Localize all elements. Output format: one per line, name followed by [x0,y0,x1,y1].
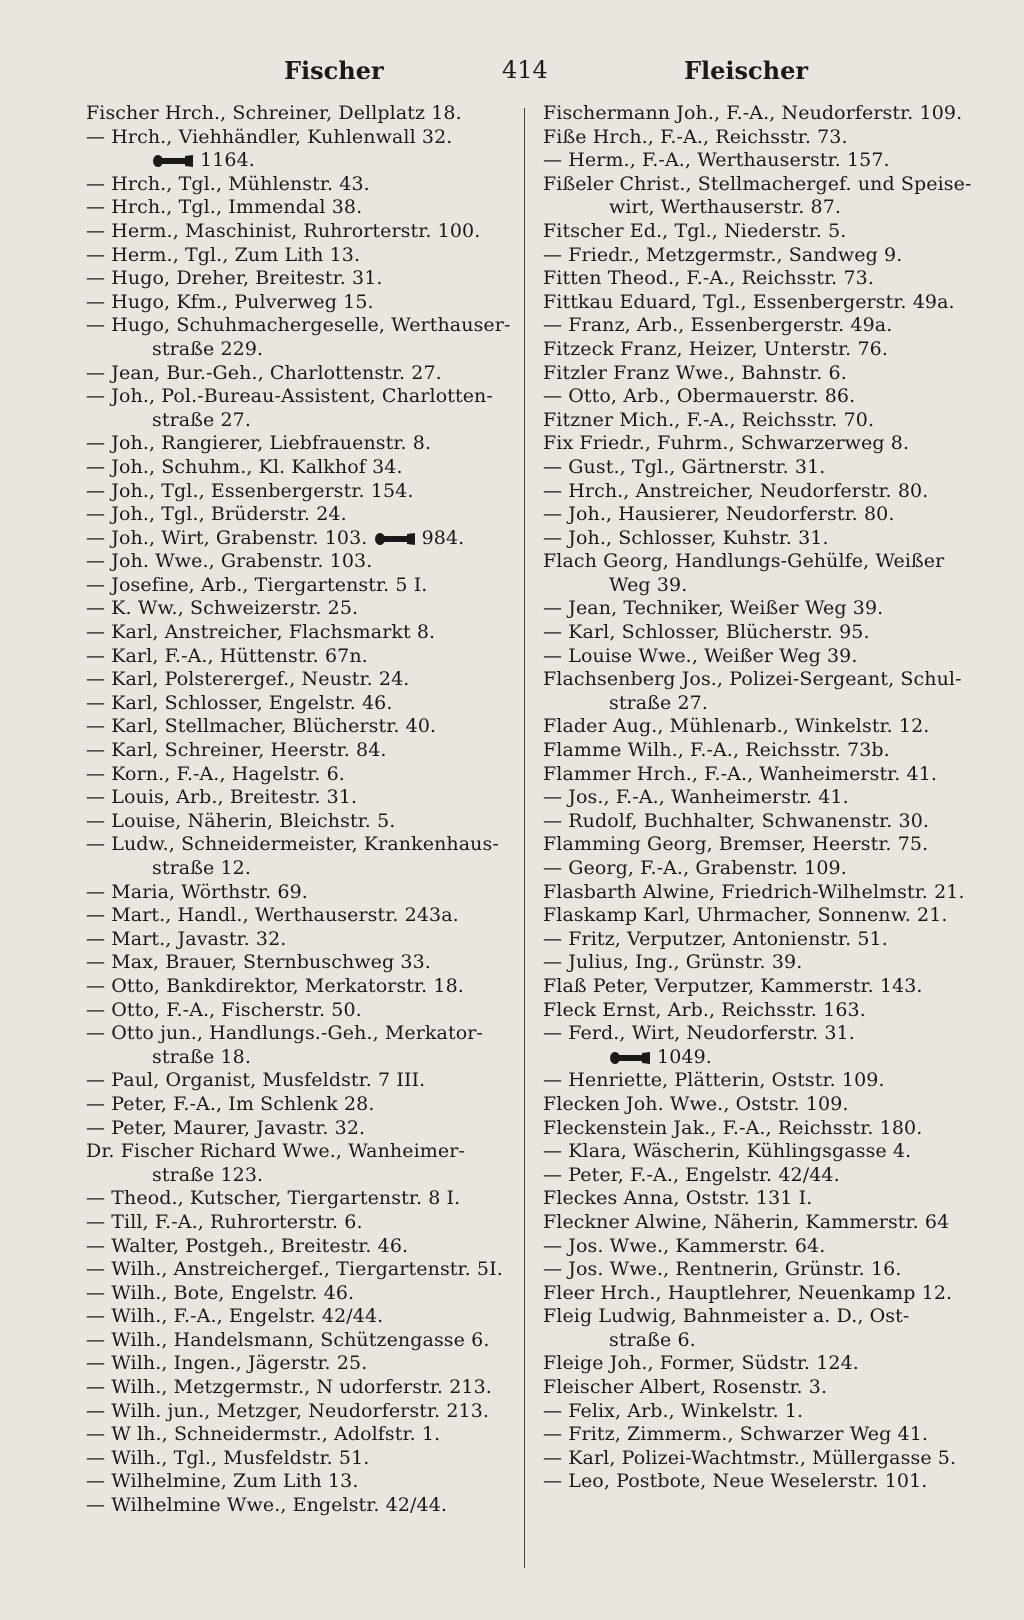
entry-text: — Karl, F.-A., Hüttenstr. 67n. [86,644,368,667]
header-left-name: Fischer [284,56,384,85]
directory-entry [543,786,983,810]
directory-entry [543,1282,983,1306]
entry-text: — Franz, Arb., Essenbergerstr. 49a. [543,314,893,337]
entry-text: — Wilh., Handelsmann, Schützengasse 6. [86,1328,490,1351]
entry-text: — Joh., Pol.-Bureau-Assistent, Charlotten- [86,385,493,408]
directory-entry [543,715,983,739]
entry-text: Fleischer Albert, Rosenstr. 3. [543,1376,828,1399]
directory-entry [86,574,526,598]
page-header [0,56,1024,92]
entry-text: — Wilh., F.-A., Engelstr. 42/44. [86,1305,384,1328]
entry-text: Flasbarth Alwine, Friedrich-Wilhelmstr. 21. [543,880,965,903]
directory-entry [543,1352,983,1376]
directory-entry [86,385,526,432]
entry-text: — Hrch., Tgl., Mühlenstr. 43. [86,172,370,195]
directory-entry [86,1494,526,1518]
directory-entry [86,597,526,621]
entry-text: Fitzler Franz Wwe., Bahnstr. 6. [543,361,847,384]
directory-entry [543,881,983,905]
directory-entry [543,267,983,291]
entry-text: Fißeler Christ., Stellmachergef. und Speise- [543,172,972,195]
entry-continuation: Weg 39. [609,573,688,596]
directory-entry [543,904,983,928]
directory-entry [543,1400,983,1424]
entry-text: — Ferd., Wirt, Neudorferstr. 31. [543,1022,855,1045]
directory-entry [86,1187,526,1211]
entry-continuation: straße 27. [152,408,251,431]
entry-text: Fleig Ludwig, Bahnmeister a. D., Ost- [543,1305,910,1328]
directory-entry [543,1470,983,1494]
entry-text: — Friedr., Metzgermstr., Sandweg 9. [543,243,903,266]
telephone-number-text: 1049. [657,1045,712,1068]
entry-text: — Mart., Javastr. 32. [86,927,287,950]
directory-entry [543,1305,983,1352]
entry-text: Dr. Fischer Richard Wwe., Wanheimer- [86,1140,465,1163]
entry-text: Flaß Peter, Verputzer, Kammerstr. 143. [543,974,923,997]
directory-entry [86,480,526,504]
directory-entry [543,314,983,338]
directory-entry [86,1282,526,1306]
directory-entry [543,220,983,244]
entry-text: Flamme Wilh., F.-A., Reichsstr. 73b. [543,739,890,762]
directory-entry [543,1447,983,1471]
entry-text: — Hugo, Dreher, Breitestr. 31. [86,267,383,290]
entry-text: — Wilh. jun., Metzger, Neudorferstr. 213. [86,1399,490,1422]
entry-text: Flader Aug., Mühlenarb., Winkelstr. 12. [543,715,930,738]
entry-text: Fleckes Anna, Oststr. 131 I. [543,1187,813,1210]
entry-text: — Peter, Maurer, Javastr. 32. [86,1116,366,1139]
entry-text: — Felix, Arb., Winkelstr. 1. [543,1399,804,1422]
directory-entry [543,928,983,952]
directory-entry [86,1305,526,1329]
entry-text: — Wilh., Ingen., Jägerstr. 25. [86,1352,368,1375]
entry-text: — Louis, Arb., Breitestr. 31. [86,786,358,809]
directory-entry [86,102,526,126]
entry-text: Fittkau Eduard, Tgl., Essenbergerstr. 49a. [543,290,955,313]
entry-text: Flammer Hrch., F.-A., Wanheimerstr. 41. [543,762,938,785]
entry-text: — Wilh., Anstreichergef., Tiergartenstr. 5I. [86,1258,503,1281]
entry-text: — Herm., Maschinist, Ruhrorterstr. 100. [86,219,481,242]
directory-entry [86,503,526,527]
directory-entry [86,196,526,220]
entry-text: Fleckner Alwine, Näherin, Kammerstr. 64 [543,1210,950,1233]
directory-entry [86,267,526,291]
entry-text: — Karl, Schreiner, Heerstr. 84. [86,739,387,762]
directory-entry [86,173,526,197]
telephone-number [86,149,526,173]
entry-text: Flachsenberg Jos., Polizei-Sergeant, Schul- [543,668,962,691]
telephone-number-text: 984. [421,526,465,549]
entry-text: — Gust., Tgl., Gärtnerstr. 31. [543,455,826,478]
directory-entry [86,1258,526,1282]
directory-entry [543,1117,983,1141]
directory-entry [86,1470,526,1494]
directory-entry [543,149,983,173]
entry-text: — Karl, Anstreicher, Flachsmarkt 8. [86,621,436,644]
entry-text: — Hrch., Anstreicher, Neudorferstr. 80. [543,479,929,502]
directory-entry [86,739,526,763]
directory-entry [86,456,526,480]
directory-entry [86,1423,526,1447]
entry-text: Fitscher Ed., Tgl., Niederstr. 5. [543,219,847,242]
directory-entry [543,338,983,362]
entry-text: — Rudolf, Buchhalter, Schwanenstr. 30. [543,809,930,832]
directory-entry [86,786,526,810]
entry-text: — Joh., Rangierer, Liebfrauenstr. 8. [86,432,432,455]
directory-entry [543,1140,983,1164]
directory-entry [86,126,526,150]
entry-text: — Joh., Tgl., Essenbergerstr. 154. [86,479,414,502]
entry-text: — Joh. Wwe., Grabenstr. 103. [86,550,373,573]
entry-text: — Maria, Wörthstr. 69. [86,880,308,903]
directory-entry [86,1447,526,1471]
entry-text: Flamming Georg, Bremser, Heerstr. 75. [543,833,929,856]
directory-entry [86,692,526,716]
entry-continuation: wirt, Werthauserstr. 87. [609,196,842,219]
directory-entry [86,645,526,669]
entry-text: — Otto, F.-A., Fischerstr. 50. [86,998,362,1021]
directory-entry [543,385,983,409]
entry-text: — Karl, Polsterergef., Neustr. 24. [86,668,410,691]
directory-entry [543,951,983,975]
entry-text: — Joh., Tgl., Brüderstr. 24. [86,503,347,526]
entry-text: — Peter, F.-A., Im Schlenk 28. [86,1092,375,1115]
directory-entry [86,1400,526,1424]
entry-text: Flach Georg, Handlungs-Gehülfe, Weißer [543,550,945,573]
entry-text: — Louise Wwe., Weißer Weg 39. [543,644,858,667]
entry-text: — Paul, Organist, Musfeldstr. 7 III. [86,1069,426,1092]
directory-entry [543,362,983,386]
entry-text: — Karl, Schlosser, Engelstr. 46. [86,691,393,714]
entry-text: — Wilhelmine Wwe., Engelstr. 42/44. [86,1494,448,1517]
telephone-number-text: 1164. [200,149,255,172]
entry-text: Fleck Ernst, Arb., Reichsstr. 163. [543,998,866,1021]
directory-entry [543,739,983,763]
left-column [86,102,526,1518]
entry-text: — Wilh., Metzgermstr., N udorferstr. 213. [86,1376,492,1399]
directory-entry [543,1187,983,1211]
entry-text: Fleckenstein Jak., F.-A., Reichsstr. 180. [543,1116,923,1139]
entry-text: — Karl, Schlosser, Blücherstr. 95. [543,621,870,644]
entry-continuation: straße 229. [152,337,264,360]
entry-text: — Wilh., Bote, Engelstr. 46. [86,1281,355,1304]
directory-entry [86,527,526,551]
entry-text: — Wilhelmine, Zum Lith 13. [86,1470,359,1493]
directory-entry [86,1235,526,1259]
entry-text: — Jos. Wwe., Rentnerin, Grünstr. 16. [543,1258,902,1281]
directory-entry [86,928,526,952]
directory-entry [543,1164,983,1188]
directory-entry [543,409,983,433]
entry-text: — Otto, Arb., Obermauerstr. 86. [543,385,856,408]
column-divider [524,108,525,1568]
entry-text: — Herm., F.-A., Werthauserstr. 157. [543,149,890,172]
directory-entry [543,833,983,857]
directory-entry [86,1352,526,1376]
entry-text: — Walter, Postgeh., Breitestr. 46. [86,1234,409,1257]
directory-entry [543,1258,983,1282]
entry-text: Fleer Hrch., Hauptlehrer, Neuenkamp 12. [543,1281,953,1304]
entry-continuation: straße 27. [609,691,708,714]
entry-text: — Karl, Stellmacher, Blücherstr. 40. [86,715,437,738]
page-number: 414 [502,56,548,84]
telephone-number [543,1046,983,1070]
directory-entry [543,480,983,504]
entry-text: — Georg, F.-A., Grabenstr. 109. [543,857,847,879]
directory-entry [543,668,983,715]
directory-entry [86,244,526,268]
telephone-icon [609,1051,651,1065]
directory-entry [86,1140,526,1187]
entry-text: — Jos. Wwe., Kammerstr. 64. [543,1234,826,1257]
entry-text: Fischer Hrch., Schreiner, Dellplatz 18. [86,102,462,124]
entry-text: Fiße Hrch., F.-A., Reichsstr. 73. [543,125,848,148]
entry-text: Fitzeck Franz, Heizer, Unterstr. 76. [543,337,888,360]
directory-entry [543,503,983,527]
entry-text: — Otto jun., Handlungs.-Geh., Merkator- [86,1022,483,1045]
entry-text: — Fritz, Zimmerm., Schwarzer Weg 41. [543,1423,929,1446]
header-right-name: Fleischer [684,56,809,85]
entry-text: Fitzner Mich., F.-A., Reichsstr. 70. [543,408,875,431]
entry-continuation: straße 12. [152,857,251,879]
directory-entry [543,975,983,999]
directory-entry [543,456,983,480]
entry-text: — Fritz, Verputzer, Antonienstr. 51. [543,927,888,950]
entry-text: — Jos., F.-A., Wanheimerstr. 41. [543,786,849,809]
entry-text: — K. Ww., Schweizerstr. 25. [86,597,359,620]
directory-entry [543,597,983,621]
directory-entry [86,999,526,1023]
directory-entry [543,645,983,669]
directory-entry [86,621,526,645]
entry-text: — Ludw., Schneidermeister, Krankenhaus- [86,833,499,856]
entry-text: Fitten Theod., F.-A., Reichsstr. 73. [543,267,874,290]
entry-text: — Henriette, Plätterin, Oststr. 109. [543,1069,885,1092]
directory-entry [543,1093,983,1117]
entry-text: — Peter, F.-A., Engelstr. 42/44. [543,1163,840,1186]
directory-entry [543,1423,983,1447]
entry-continuation: straße 6. [609,1328,696,1351]
directory-entry [543,1069,983,1093]
entry-text: Fleige Joh., Former, Südstr. 124. [543,1352,859,1375]
entry-text: — Theod., Kutscher, Tiergartenstr. 8 I. [86,1187,461,1210]
directory-entry [543,1046,983,1070]
entry-continuation: straße 18. [152,1045,251,1068]
entry-text: — Hrch., Tgl., Immendal 38. [86,196,363,219]
directory-entry [86,1117,526,1141]
entry-text: Flecken Joh. Wwe., Oststr. 109. [543,1092,849,1115]
entry-text: Fischermann Joh., F.-A., Neudorferstr. 109. [543,102,963,124]
directory-entry [543,126,983,150]
entry-text: — Louise, Näherin, Bleichstr. 5. [86,809,396,832]
entry-text: — Hugo, Kfm., Pulverweg 15. [86,290,374,313]
directory-entry [543,432,983,456]
entry-text: — Josefine, Arb., Tiergartenstr. 5 I. [86,573,428,596]
directory-entry [543,1376,983,1400]
directory-entry [543,1211,983,1235]
directory-entry [543,1022,983,1046]
directory-entry [543,527,983,551]
entry-text: — Hrch., Viehhändler, Kuhlenwall 32. [86,125,453,148]
directory-entry [543,102,983,126]
entry-text: — Wilh., Tgl., Musfeldstr. 51. [86,1446,370,1469]
directory-entry [86,951,526,975]
directory-entry [86,220,526,244]
directory-entry [86,833,526,880]
directory-entry [543,244,983,268]
directory-entry [543,999,983,1023]
directory-entry [86,291,526,315]
directory-entry [86,1069,526,1093]
entry-text: — Till, F.-A., Ruhrorterstr. 6. [86,1210,363,1233]
directory-entry [543,763,983,787]
entry-text: — Hugo, Schuhmachergeselle, Werthauser- [86,314,511,337]
entry-text: Fix Friedr., Fuhrm., Schwarzerweg 8. [543,432,910,455]
entry-text: Flaskamp Karl, Uhrmacher, Sonnenw. 21. [543,904,948,927]
directory-entry [86,881,526,905]
directory-entry [86,1329,526,1353]
directory-entry [86,904,526,928]
directory-entry [86,149,526,173]
entry-text: — Klara, Wäscherin, Kühlingsgasse 4. [543,1140,912,1163]
directory-entry [86,715,526,739]
directory-entry [543,1235,983,1259]
entry-text: — Max, Brauer, Sternbuschweg 33. [86,951,431,974]
right-column [543,102,983,1494]
entry-continuation: straße 123. [152,1163,264,1186]
entry-text: — Jean, Techniker, Weißer Weg 39. [543,597,884,620]
directory-entry [543,550,983,597]
directory-entry [86,1211,526,1235]
entry-text: — Jean, Bur.-Geh., Charlottenstr. 27. [86,361,442,384]
entry-text: — Korn., F.-A., Hagelstr. 6. [86,762,345,785]
entry-text: — Mart., Handl., Werthauserstr. 243a. [86,904,459,927]
directory-entry [86,810,526,834]
entry-text: — Otto, Bankdirektor, Merkatorstr. 18. [86,974,464,997]
telephone-icon [374,532,416,546]
directory-entry [86,314,526,361]
entry-text: — Joh., Wirt, Grabenstr. 103. [86,526,368,549]
entry-text: — Herm., Tgl., Zum Lith 13. [86,243,361,266]
entry-text: — Joh., Hausierer, Neudorferstr. 80. [543,503,895,526]
directory-entry [543,291,983,315]
directory-entry [86,432,526,456]
directory-entry [86,1022,526,1069]
directory-entry [86,763,526,787]
entry-text: — Joh., Schuhm., Kl. Kalkhof 34. [86,455,403,478]
entry-text: — Julius, Ing., Grünstr. 39. [543,951,803,974]
entry-text: — Leo, Postbote, Neue Weselerstr. 101. [543,1470,928,1493]
directory-entry [86,1093,526,1117]
directory-entry [543,857,983,881]
entry-text: — Karl, Polizei-Wachtmstr., Müllergasse 5. [543,1446,957,1469]
telephone-icon [152,154,194,168]
directory-entry [86,975,526,999]
directory-entry [86,550,526,574]
directory-entry [543,173,983,220]
directory-entry [86,1376,526,1400]
directory-entry [86,668,526,692]
directory-entry [86,362,526,386]
directory-entry [543,810,983,834]
directory-entry [543,621,983,645]
entry-text: — W lh., Schneidermstr., Adolfstr. 1. [86,1423,441,1446]
entry-text: — Joh., Schlosser, Kuhstr. 31. [543,526,829,549]
